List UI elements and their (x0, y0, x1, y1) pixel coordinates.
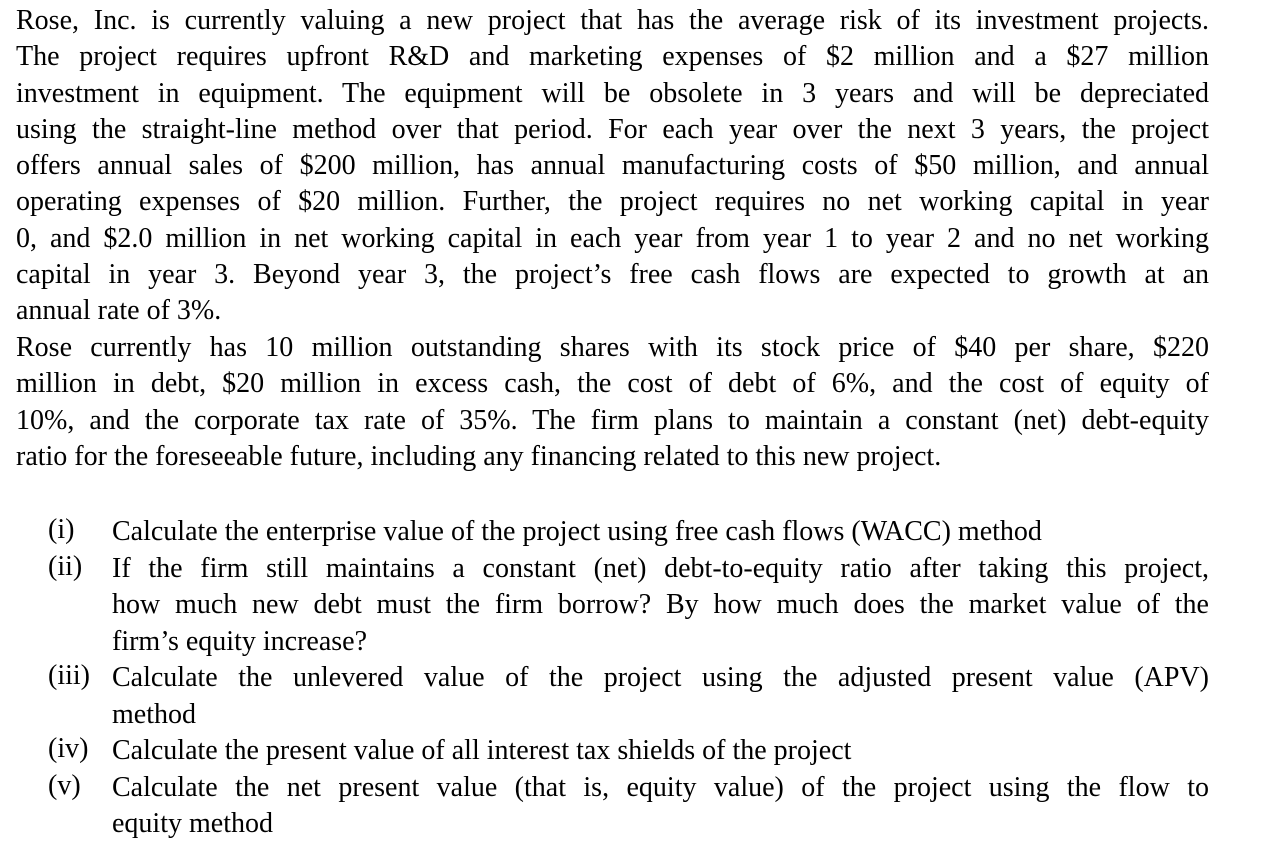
question-list (48, 514, 1209, 843)
text-line: Rose currently has 10 million outstanding shares with its stock price of $40 per share, $220 (16, 332, 1209, 363)
question-item (48, 660, 1209, 733)
text-line: investment in equipment. The equipment will be obsolete in 3 years and will be depreciated (16, 77, 1209, 109)
text-line: annual rate of 3%. (16, 295, 222, 327)
text-line: 10%, and the corporate tax rate of 35%. The firm plans to maintain a constant (net) debt-equity (16, 404, 1209, 436)
text-line: capital in year 3. Beyond year 3, the project’s free cash flows are expected to growth at an (16, 259, 1209, 291)
text-line: Rose, Inc. is currently valuing a new project that has the average risk of its investment projects. (16, 5, 1209, 36)
text-line: equity method (112, 808, 273, 839)
text-line: Calculate the unlevered value of the project using the adjusted present value (APV) (112, 662, 1209, 693)
problem-paragraph-firm (16, 330, 1209, 475)
question-item (48, 770, 1209, 843)
text-line: Calculate the net present value (that is, equity value) of the project using the flow to (112, 771, 1209, 803)
question-label: (v) (48, 769, 81, 801)
question-label: (iv) (48, 733, 89, 764)
question-label: (ii) (48, 550, 83, 582)
text-line: operating expenses of $20 million. Further, the project requires no net working capital in year (16, 186, 1209, 218)
question-item (48, 514, 1209, 551)
text-line: ratio for the foreseeable future, including any financing related to this new project. (16, 440, 942, 472)
text-line: using the straight-line method over that period. For each year over the next 3 years, the project (16, 113, 1209, 145)
question-label: (iii) (48, 660, 90, 691)
text-line: method (112, 698, 196, 730)
question-text (112, 551, 1209, 661)
question-text (112, 733, 1209, 770)
question-label: (i) (48, 514, 75, 545)
question-item (48, 551, 1209, 661)
text-line: Calculate the enterprise value of the project using free cash flows (WACC) method (112, 516, 1042, 547)
question-item (48, 733, 1209, 770)
text-line: firm’s equity increase? (112, 625, 368, 657)
text-line: offers annual sales of $200 million, has annual manufacturing costs of $50 million, and annual (16, 150, 1209, 182)
text-line: If the firm still maintains a constant (net) debt-to-equity ratio after taking this project, (112, 552, 1209, 584)
text-line: million in debt, $20 million in excess cash, the cost of debt of 6%, and the cost of equity of (16, 368, 1209, 400)
problem-paragraph-project (16, 3, 1209, 330)
text-line: The project requires upfront R&D and marketing expenses of $2 million and a $27 million (16, 41, 1209, 73)
question-text (112, 770, 1209, 843)
text-line: how much new debt must the firm borrow? By how much does the market value of the (112, 589, 1209, 620)
question-text (112, 514, 1209, 551)
question-text (112, 660, 1209, 733)
text-line: Calculate the present value of all interest tax shields of the project (112, 735, 852, 766)
text-line: 0, and $2.0 million in net working capital in each year from year 1 to year 2 and no net working (16, 222, 1209, 254)
